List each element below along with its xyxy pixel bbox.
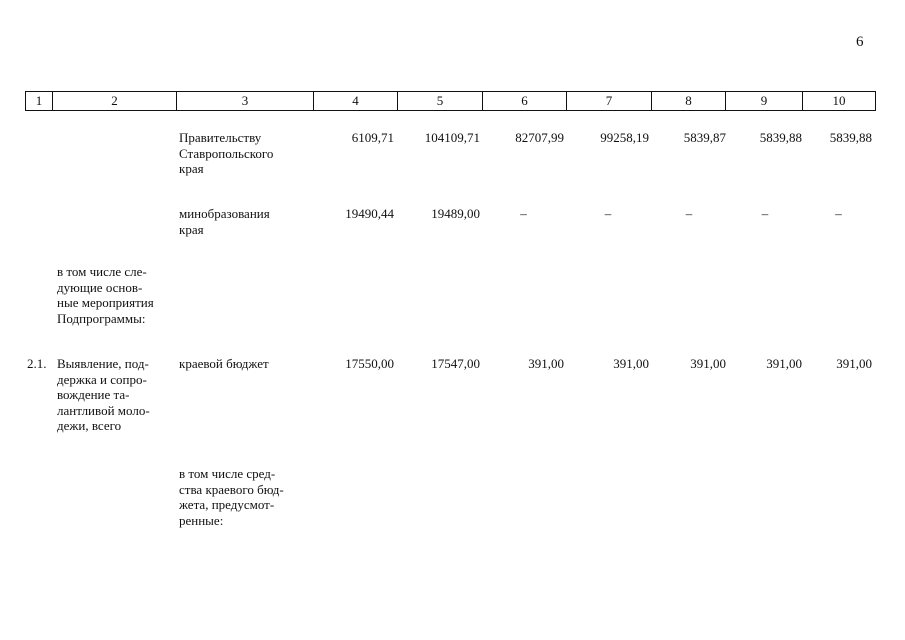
header-col-10: 10 bbox=[832, 93, 846, 108]
row-4-value-col4: 17550,00 bbox=[345, 356, 394, 371]
row-4-value-col5: 17547,00 bbox=[431, 356, 480, 371]
row-2-value-col8: – bbox=[685, 206, 693, 221]
row-2-value-col6: – bbox=[520, 206, 527, 221]
header-col-6: 6 bbox=[483, 92, 567, 110]
header-col-7: 7 bbox=[567, 92, 652, 110]
header-col-9: 9 bbox=[726, 92, 803, 110]
row-1-value-col6: 82707,99 bbox=[515, 130, 564, 145]
row-2-value-col9: – bbox=[761, 206, 769, 221]
row-1-value-col7: 99258,19 bbox=[600, 130, 649, 145]
header-col-4: 4 bbox=[314, 92, 398, 110]
header-col-5: 5 bbox=[398, 92, 483, 110]
row-4-value-col7: 391,00 bbox=[613, 356, 649, 371]
row-4-description: Выявление, под- держка и сопро- вождение та- лантливой моло- дежи, всего bbox=[57, 356, 150, 433]
header-col-1: 1 bbox=[26, 92, 53, 110]
row-1-recipient: Правительству Ставропольского края bbox=[179, 130, 274, 176]
page-number: 6 bbox=[856, 34, 864, 50]
row-5-description: в том числе сред- ства краевого бюд- жета, предусмот- ренные: bbox=[179, 466, 284, 528]
row-1-value-col8: 5839,87 bbox=[683, 130, 726, 145]
row-2-recipient: минобразования края bbox=[179, 206, 270, 237]
row-4-number: 2.1. bbox=[27, 356, 47, 371]
row-4-value-col8: 391,00 bbox=[690, 356, 726, 371]
row-4-source: краевой бюджет bbox=[179, 356, 269, 371]
table-header-row bbox=[25, 91, 876, 111]
header-col-2: 2 bbox=[53, 92, 177, 110]
row-4-value-col9: 391,00 bbox=[766, 356, 802, 371]
row-1-value-col10: 5839,88 bbox=[829, 130, 872, 145]
row-1-value-col9: 5839,88 bbox=[759, 130, 802, 145]
row-2-value-col10: – bbox=[835, 206, 842, 221]
row-2-value-col4: 19490,44 bbox=[345, 206, 394, 221]
row-1-value-col5: 104109,71 bbox=[424, 130, 480, 145]
row-2-value-col7: – bbox=[604, 206, 612, 221]
row-2-value-col5: 19489,00 bbox=[431, 206, 480, 221]
header-col-8: 8 bbox=[652, 92, 726, 110]
row-4-value-col6: 391,00 bbox=[528, 356, 564, 371]
header-col-3: 3 bbox=[177, 92, 314, 110]
row-3-description: в том числе сле- дующие основ- ные мероприятия Подпрограммы: bbox=[57, 264, 154, 326]
row-1-value-col4: 6109,71 bbox=[351, 130, 394, 145]
row-4-value-col10: 391,00 bbox=[836, 356, 872, 371]
